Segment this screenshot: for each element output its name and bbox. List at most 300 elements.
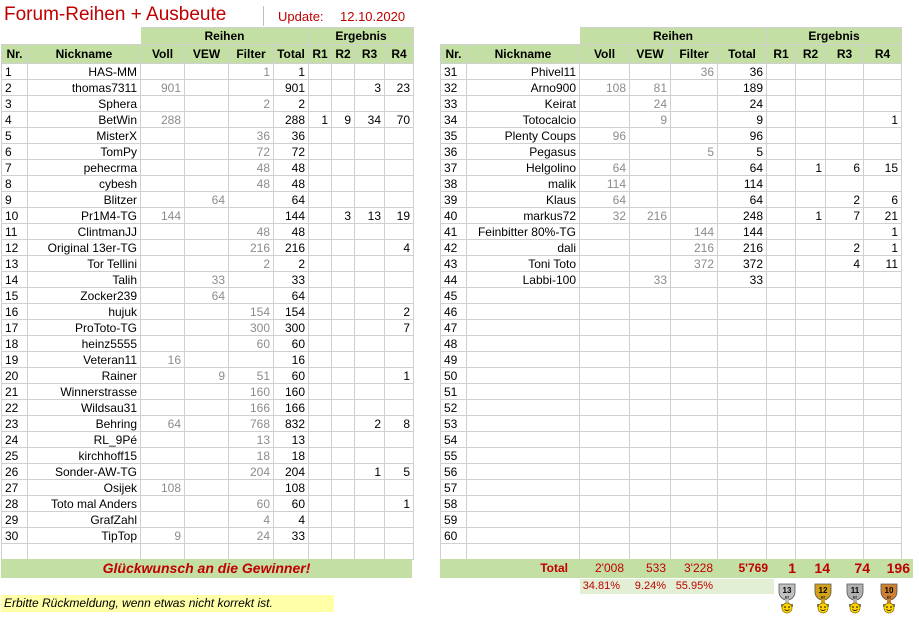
- cell-r1: [767, 224, 796, 240]
- table-row: [441, 400, 902, 416]
- cell-vew: [185, 176, 229, 192]
- cell-total: 24: [718, 96, 767, 112]
- cell-r4: [385, 272, 414, 288]
- cell-voll: [580, 224, 630, 240]
- cell-nr: 21: [2, 384, 28, 400]
- col-header-vew: VEW: [185, 45, 229, 64]
- cell-voll: 901: [141, 80, 185, 96]
- table-row: [2, 464, 414, 480]
- cell-nick: [467, 528, 580, 544]
- cell-vew: 9: [630, 112, 671, 128]
- col-header-r4: R4: [385, 45, 414, 64]
- cell-total: 48: [274, 224, 309, 240]
- cell-r4: [864, 336, 902, 352]
- cell-r2: [332, 80, 355, 96]
- cell-voll: [580, 320, 630, 336]
- table-row: [441, 432, 902, 448]
- cell-voll: [580, 416, 630, 432]
- table-row: [2, 176, 414, 192]
- cell-r4: [864, 432, 902, 448]
- cell-r2: [332, 336, 355, 352]
- cell-filter: [229, 208, 274, 224]
- table-row: [2, 96, 414, 112]
- cell-nick: [467, 384, 580, 400]
- cell-nick: [467, 288, 580, 304]
- cell-nick: Plenty Coups: [467, 128, 580, 144]
- cell-r3: [826, 512, 864, 528]
- cell-r1: [309, 448, 332, 464]
- cell-nick: TipTop: [28, 528, 141, 544]
- cell-voll: [141, 384, 185, 400]
- cell-r4: 6: [864, 192, 902, 208]
- cell-r4: [385, 528, 414, 544]
- cell-r2: [796, 240, 826, 256]
- cell-r2: [796, 368, 826, 384]
- cell-filter: [671, 176, 718, 192]
- cell-vew: [630, 176, 671, 192]
- cell-filter: [671, 128, 718, 144]
- col-header-r4: R4: [864, 45, 902, 64]
- cell-voll: [580, 64, 630, 80]
- table-row: [2, 336, 414, 352]
- cell-nick: TomPy: [28, 144, 141, 160]
- smiley-13er-icon: [772, 580, 802, 614]
- table-row: [2, 64, 414, 80]
- cell-total: 9: [718, 112, 767, 128]
- cell-filter: 372: [671, 256, 718, 272]
- table-row: [2, 160, 414, 176]
- cell-r3: [355, 368, 385, 384]
- cell-r4: [385, 480, 414, 496]
- cell-vew: [185, 240, 229, 256]
- cell-r4: [864, 400, 902, 416]
- cell-r4: [864, 528, 902, 544]
- cell-r3: [355, 384, 385, 400]
- table-row: [441, 384, 902, 400]
- cell-r4: [864, 80, 902, 96]
- table-row: [441, 272, 902, 288]
- col-header-total: Total: [718, 45, 767, 64]
- cell-r2: [796, 176, 826, 192]
- cell-total: 216: [718, 240, 767, 256]
- cell-filter: [229, 480, 274, 496]
- cell-vew: [185, 336, 229, 352]
- cell-r1: [767, 352, 796, 368]
- cell-nr: 16: [2, 304, 28, 320]
- table-row: [2, 80, 414, 96]
- cell-r4: [864, 416, 902, 432]
- cell-total: [718, 368, 767, 384]
- cell-r4: [385, 64, 414, 80]
- cell-r4: [864, 128, 902, 144]
- cell-vew: 81: [630, 80, 671, 96]
- cell-filter: 60: [229, 336, 274, 352]
- col-header-r3: R3: [826, 45, 864, 64]
- cell-r2: [796, 96, 826, 112]
- cell-voll: [141, 400, 185, 416]
- cell-r2: 3: [332, 208, 355, 224]
- cell-r1: [309, 144, 332, 160]
- cell-nr: 57: [441, 480, 467, 496]
- cell-r1: [309, 400, 332, 416]
- cell-filter: 768: [229, 416, 274, 432]
- cell-r1: [309, 192, 332, 208]
- cell-r2: [796, 304, 826, 320]
- cell-r4: [864, 352, 902, 368]
- cell-r4: [385, 256, 414, 272]
- cell-filter: [671, 496, 718, 512]
- cell-total: 204: [274, 464, 309, 480]
- pct-vew: 9.24%: [634, 580, 666, 592]
- cell-r1: [767, 416, 796, 432]
- cell-total: 33: [718, 272, 767, 288]
- cell-r2: [796, 224, 826, 240]
- cell-r3: [355, 512, 385, 528]
- cell-nr: 48: [441, 336, 467, 352]
- total-voll: 2'008: [595, 561, 624, 575]
- cell-total: [718, 528, 767, 544]
- cell-nick: Feinbitter 80%-TG: [467, 224, 580, 240]
- cell-voll: [580, 464, 630, 480]
- cell-nr: 12: [2, 240, 28, 256]
- group-header-reihen: Reihen: [580, 28, 767, 45]
- cell-r4: 2: [385, 304, 414, 320]
- cell-nick: Keirat: [467, 96, 580, 112]
- cell-voll: 288: [141, 112, 185, 128]
- total-r3: 74: [854, 560, 870, 576]
- cell-voll: [141, 64, 185, 80]
- cell-r2: [796, 80, 826, 96]
- cell-total: 2: [274, 256, 309, 272]
- cell-nick: Totocalcio: [467, 112, 580, 128]
- cell-filter: [671, 352, 718, 368]
- cell-r1: [309, 288, 332, 304]
- cell-r4: [385, 96, 414, 112]
- pct-filter: 55.95%: [675, 580, 713, 592]
- cell-filter: [671, 96, 718, 112]
- cell-total: 248: [718, 208, 767, 224]
- cell-filter: 166: [229, 400, 274, 416]
- cell-vew: [630, 512, 671, 528]
- cell-nr: 47: [441, 320, 467, 336]
- cell-vew: [630, 352, 671, 368]
- cell-r1: [767, 464, 796, 480]
- cell-nick: Original 13er-TG: [28, 240, 141, 256]
- total-label: Total: [540, 561, 568, 575]
- cell-r1: [309, 432, 332, 448]
- cell-r2: [796, 112, 826, 128]
- cell-vew: [185, 96, 229, 112]
- cell-r4: [385, 288, 414, 304]
- cell-r2: [796, 192, 826, 208]
- cell-total: 64: [718, 192, 767, 208]
- cell-r3: [826, 288, 864, 304]
- cell-r1: [767, 496, 796, 512]
- cell-nick: kirchhoff15: [28, 448, 141, 464]
- cell-filter: 1: [229, 64, 274, 80]
- table-row: [2, 368, 414, 384]
- cell-voll: [141, 464, 185, 480]
- cell-nr: 39: [441, 192, 467, 208]
- cell-r1: [767, 304, 796, 320]
- cell-r3: [826, 272, 864, 288]
- col-header-nr: Nr.: [2, 45, 28, 64]
- cell-r1: 1: [309, 112, 332, 128]
- cell-r1: [767, 336, 796, 352]
- group-header-ergebnis: Ergebnis: [309, 28, 414, 45]
- update-date: 12.10.2020: [340, 9, 406, 24]
- col-header-r2: R2: [796, 45, 826, 64]
- cell-nr: 31: [441, 64, 467, 80]
- cell-vew: [630, 64, 671, 80]
- cell-total: [718, 480, 767, 496]
- cell-nr: 60: [441, 528, 467, 544]
- cell-voll: 144: [141, 208, 185, 224]
- col-header-vew: VEW: [630, 45, 671, 64]
- cell-nick: [467, 320, 580, 336]
- cell-r2: [332, 288, 355, 304]
- cell-r1: [767, 384, 796, 400]
- cell-vew: [185, 208, 229, 224]
- cell-r4: 21: [864, 208, 902, 224]
- cell-nick: ProToto-TG: [28, 320, 141, 336]
- cell-nr: 25: [2, 448, 28, 464]
- cell-vew: 33: [630, 272, 671, 288]
- cell-r3: [355, 272, 385, 288]
- cell-r4: [385, 160, 414, 176]
- cell-r2: [332, 64, 355, 80]
- cell-r2: [796, 480, 826, 496]
- cell-r4: [385, 512, 414, 528]
- cell-nick: Sonder-AW-TG: [28, 464, 141, 480]
- table-row: [441, 352, 902, 368]
- cell-r1: [767, 256, 796, 272]
- cell-r1: [309, 496, 332, 512]
- table-row: [2, 352, 414, 368]
- cell-nick: thomas7311: [28, 80, 141, 96]
- cell-vew: [185, 128, 229, 144]
- cell-r3: 2: [826, 192, 864, 208]
- cell-nr: 44: [441, 272, 467, 288]
- cell-nick: [467, 304, 580, 320]
- cell-r1: [767, 528, 796, 544]
- cell-r4: 5: [385, 464, 414, 480]
- trophy-label: 12: [818, 586, 828, 595]
- cell-filter: 216: [229, 240, 274, 256]
- cell-filter: 36: [229, 128, 274, 144]
- cell-r4: 11: [864, 256, 902, 272]
- cell-r3: [355, 160, 385, 176]
- cell-total: 1: [274, 64, 309, 80]
- cell-total: 4: [274, 512, 309, 528]
- cell-filter: 204: [229, 464, 274, 480]
- cell-filter: [671, 512, 718, 528]
- table-row: [441, 224, 902, 240]
- cell-filter: [671, 112, 718, 128]
- cell-r3: [826, 464, 864, 480]
- trophy-sub: er: [820, 595, 826, 601]
- cell-r3: [826, 448, 864, 464]
- cell-nr: 46: [441, 304, 467, 320]
- cell-r1: [767, 96, 796, 112]
- table-row: [2, 528, 414, 544]
- cell-r4: 8: [385, 416, 414, 432]
- cell-filter: 4: [229, 512, 274, 528]
- cell-voll: [580, 528, 630, 544]
- cell-r3: [355, 336, 385, 352]
- cell-total: 64: [274, 288, 309, 304]
- cell-r1: [309, 528, 332, 544]
- cell-r1: [309, 240, 332, 256]
- cell-vew: [630, 496, 671, 512]
- cell-r2: [332, 480, 355, 496]
- cell-r3: [355, 144, 385, 160]
- cell-voll: [141, 432, 185, 448]
- cell-voll: [580, 448, 630, 464]
- cell-voll: 32: [580, 208, 630, 224]
- cell-nick: [467, 336, 580, 352]
- cell-total: [718, 416, 767, 432]
- cell-nick: Helgolino: [467, 160, 580, 176]
- cell-nick: [467, 368, 580, 384]
- cell-total: 2: [274, 96, 309, 112]
- cell-filter: [671, 400, 718, 416]
- cell-r3: [355, 224, 385, 240]
- cell-filter: 144: [671, 224, 718, 240]
- cell-r3: [826, 368, 864, 384]
- trophy-sub: er: [886, 595, 892, 601]
- cell-filter: [671, 288, 718, 304]
- cell-r4: [385, 192, 414, 208]
- cell-nr: 20: [2, 368, 28, 384]
- cell-r4: [864, 384, 902, 400]
- table-row: [441, 256, 902, 272]
- cell-r3: 13: [355, 208, 385, 224]
- cell-voll: [141, 144, 185, 160]
- cell-r4: [864, 288, 902, 304]
- trophy-12er-icon: [808, 580, 838, 614]
- cell-nick: HAS-MM: [28, 64, 141, 80]
- cell-r2: [332, 320, 355, 336]
- table-row: [441, 336, 902, 352]
- cell-nr: 53: [441, 416, 467, 432]
- cell-r3: 7: [826, 208, 864, 224]
- cell-filter: [671, 80, 718, 96]
- cell-filter: [229, 112, 274, 128]
- cell-r1: [309, 320, 332, 336]
- cell-nr: 1: [2, 64, 28, 80]
- cell-nick: [467, 496, 580, 512]
- cell-nick: RL_9Pé: [28, 432, 141, 448]
- cell-filter: [671, 160, 718, 176]
- cell-r4: 1: [385, 368, 414, 384]
- trophy-label: 13: [782, 586, 792, 595]
- cell-nick: MisterX: [28, 128, 141, 144]
- cell-nr: 15: [2, 288, 28, 304]
- cell-vew: [185, 112, 229, 128]
- cell-vew: [185, 144, 229, 160]
- cell-r4: [385, 176, 414, 192]
- cell-nick: Tor Tellini: [28, 256, 141, 272]
- cell-nr: 8: [2, 176, 28, 192]
- cell-vew: [630, 224, 671, 240]
- cell-r3: [355, 128, 385, 144]
- cell-filter: [671, 208, 718, 224]
- cell-nick: [467, 416, 580, 432]
- spacer-row: [2, 544, 414, 560]
- cell-total: 60: [274, 496, 309, 512]
- cell-r3: [355, 192, 385, 208]
- trophy-label: 11: [850, 586, 860, 595]
- cell-total: 166: [274, 400, 309, 416]
- cell-vew: [185, 224, 229, 240]
- cell-r2: [332, 160, 355, 176]
- cell-filter: 24: [229, 528, 274, 544]
- cell-total: 144: [718, 224, 767, 240]
- cell-r2: [796, 432, 826, 448]
- cell-voll: [580, 96, 630, 112]
- cell-nr: 51: [441, 384, 467, 400]
- cell-r1: [767, 272, 796, 288]
- cell-r3: [355, 432, 385, 448]
- cell-nick: Pr1M4-TG: [28, 208, 141, 224]
- table-row: [441, 64, 902, 80]
- cell-filter: 160: [229, 384, 274, 400]
- cell-total: 33: [274, 272, 309, 288]
- cell-voll: 96: [580, 128, 630, 144]
- cell-r4: [385, 144, 414, 160]
- cell-r2: [796, 272, 826, 288]
- cell-r1: [309, 160, 332, 176]
- cell-total: 36: [274, 128, 309, 144]
- cell-r3: [355, 176, 385, 192]
- cell-r4: [385, 128, 414, 144]
- cell-r2: [796, 512, 826, 528]
- cell-nr: 6: [2, 144, 28, 160]
- cell-vew: [630, 400, 671, 416]
- cell-r1: [767, 400, 796, 416]
- cell-nick: Toni Toto: [467, 256, 580, 272]
- cell-vew: [630, 432, 671, 448]
- cell-nick: Osijek: [28, 480, 141, 496]
- cell-nick: [467, 432, 580, 448]
- cell-r1: [309, 128, 332, 144]
- cell-r2: [796, 256, 826, 272]
- cell-filter: 48: [229, 160, 274, 176]
- cell-total: [718, 400, 767, 416]
- cell-r2: [332, 464, 355, 480]
- cell-r2: [332, 384, 355, 400]
- col-header-r1: R1: [309, 45, 332, 64]
- cell-voll: [580, 272, 630, 288]
- cell-r2: [332, 528, 355, 544]
- cell-filter: [229, 352, 274, 368]
- cell-r3: [826, 320, 864, 336]
- cell-vew: 9: [185, 368, 229, 384]
- cell-r2: [796, 400, 826, 416]
- cell-r4: 15: [864, 160, 902, 176]
- cell-nr: 30: [2, 528, 28, 544]
- cell-r1: [767, 240, 796, 256]
- cell-filter: 18: [229, 448, 274, 464]
- cell-total: [718, 464, 767, 480]
- cell-r3: [826, 480, 864, 496]
- cell-r3: [355, 256, 385, 272]
- cell-r4: [385, 224, 414, 240]
- cell-filter: [671, 432, 718, 448]
- cell-voll: [580, 144, 630, 160]
- cell-r1: [309, 272, 332, 288]
